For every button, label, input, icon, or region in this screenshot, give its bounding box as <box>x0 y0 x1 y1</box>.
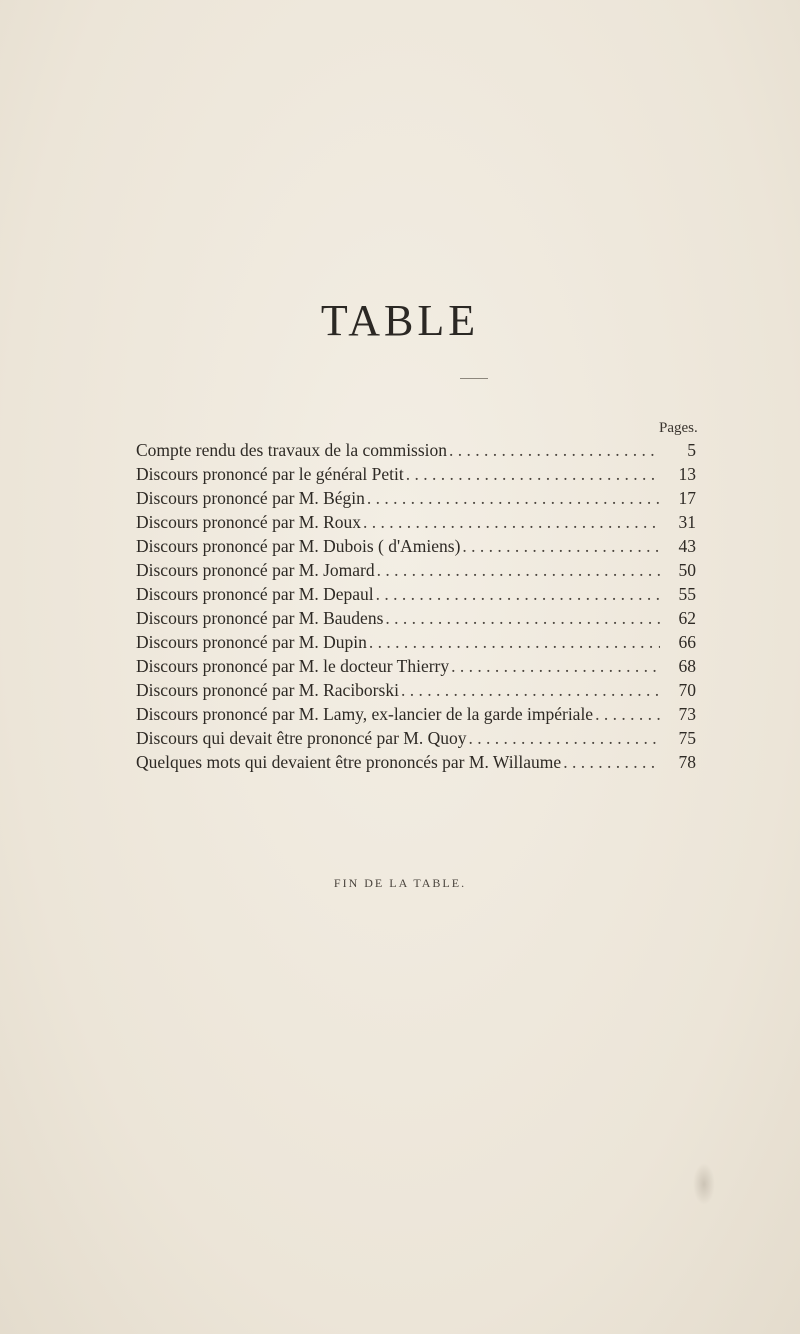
leader-dots <box>451 654 660 678</box>
toc-entry-label: Discours qui devait être prononcé par M. Quoy <box>136 728 467 748</box>
toc-entry <box>136 462 696 486</box>
leader-dots <box>406 462 660 486</box>
toc-entry-label: Compte rendu des travaux de la commission <box>136 440 448 460</box>
toc-entry-page: 13 <box>678 464 696 484</box>
end-of-table-note: FIN DE LA TABLE. <box>333 876 467 890</box>
toc-entry-page: 43 <box>678 536 696 556</box>
toc-entry-page: 55 <box>678 584 696 604</box>
leader-dots <box>449 438 660 462</box>
toc-entry-page: 5 <box>687 440 696 460</box>
toc-entry-page: 50 <box>678 560 696 580</box>
toc-entry <box>136 558 696 582</box>
toc-entry-page: 75 <box>678 728 696 748</box>
toc-entry-page: 68 <box>678 656 696 676</box>
leader-dots <box>385 606 660 630</box>
toc-entry-label: Discours prononcé par M. le docteur Thierry <box>136 656 450 676</box>
toc-entry-label: Discours prononcé par M. Lamy, ex-lancier de la garde impériale <box>136 704 594 724</box>
leader-dots <box>363 510 660 534</box>
toc-entry-label: Discours prononcé par M. Baudens <box>136 608 384 628</box>
leader-dots <box>468 726 660 750</box>
toc-entry <box>136 438 696 462</box>
leader-dots <box>377 558 660 582</box>
toc-entry <box>136 630 696 654</box>
toc-entry-page: 78 <box>678 752 696 772</box>
toc-entry <box>136 678 696 702</box>
toc-entry <box>136 510 696 534</box>
toc-entry-page: 17 <box>678 488 696 508</box>
table-of-contents <box>136 438 696 774</box>
toc-entry-page: 73 <box>678 704 696 724</box>
toc-entry <box>136 534 696 558</box>
toc-entry <box>136 486 696 510</box>
toc-entry-label: Discours prononcé par M. Bégin <box>136 488 365 508</box>
leader-dots <box>595 702 660 726</box>
toc-entry <box>136 582 696 606</box>
toc-entry-label: Discours prononcé par M. Dubois ( d'Amiens) <box>136 536 461 556</box>
toc-entry-label: Quelques mots qui devaient être prononcés par M. Willaume <box>136 752 562 772</box>
toc-entry <box>136 750 696 774</box>
toc-entry-label: Discours prononcé par le général Petit <box>136 464 404 484</box>
toc-entry <box>136 702 696 726</box>
toc-entry-label: Discours prononcé par M. Raciborski <box>136 680 399 700</box>
toc-entry <box>136 654 696 678</box>
leader-dots <box>563 750 660 774</box>
toc-entry-page: 66 <box>678 632 696 652</box>
leader-dots <box>367 486 660 510</box>
title-rule <box>460 378 488 379</box>
toc-entry-label: Discours prononcé par M. Jomard <box>136 560 375 580</box>
toc-entry-label: Discours prononcé par M. Depaul <box>136 584 374 604</box>
toc-entry-label: Discours prononcé par M. Roux <box>136 512 362 532</box>
paper-stain <box>693 1163 715 1205</box>
pages-column-label: Pages. <box>659 420 698 436</box>
leader-dots <box>369 630 660 654</box>
toc-entry-page: 31 <box>678 512 696 532</box>
toc-entry-page: 70 <box>678 680 696 700</box>
toc-entry-page: 62 <box>678 608 696 628</box>
leader-dots <box>462 534 660 558</box>
toc-entry <box>136 726 696 750</box>
page-title: TABLE <box>320 296 480 345</box>
leader-dots <box>376 582 660 606</box>
toc-entry <box>136 606 696 630</box>
toc-entry-label: Discours prononcé par M. Dupin <box>136 632 367 652</box>
leader-dots <box>401 678 660 702</box>
